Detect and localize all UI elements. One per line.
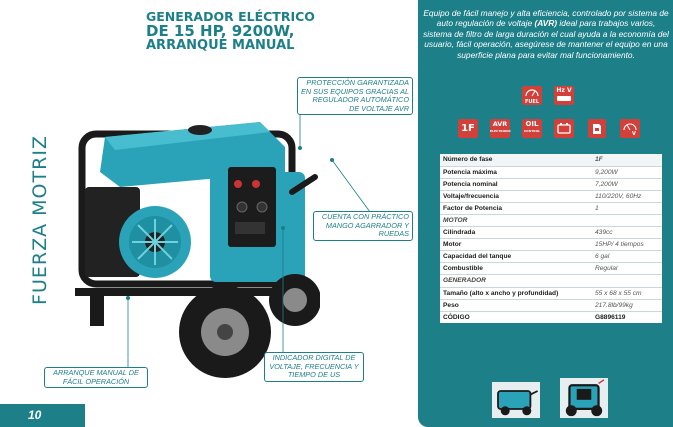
battery-icon [554,119,574,138]
spec-key: Capacidad del tanque [440,251,592,263]
oil-icon-sub: CONTROL [523,129,541,133]
spec-key: Cilindrada [440,227,592,239]
fuel-can-glyph-icon [588,119,606,138]
svg-text:V: V [632,131,636,137]
spec-row [440,275,662,287]
fuel-can-icon [588,119,606,138]
callout-display: INDICADOR DIGITAL DE VOLTAJE, FRECUENCIA Y TIEMPO DE US [264,352,364,382]
spec-value: 15HP/ 4 tiempos [592,239,662,251]
voltmeter-glyph-icon [620,119,640,138]
callout-protection: PROTECCIÓN GARANTIZADA EN SUS EQUIPOS GRACIAS AL REGULADOR AUTOMÁTICO DE VOLTAJE AVR [297,77,413,115]
fuel-icon-label: FUEL [524,99,540,105]
voltmeter-icon [620,119,640,138]
spec-row [440,154,662,166]
callout-handle: CUENTA CON PRÁCTICO MANGO AGARRADOR Y RUEDAS [313,211,413,241]
spec-row [440,287,662,299]
spec-value: Regular [592,263,662,275]
hzv-icon-label: Hz V [556,87,572,94]
vertical-brand-text: FUERZA MOTRIZ [29,135,51,305]
spec-key: MOTOR [440,214,592,226]
spec-key: Potencia nominal [440,178,592,190]
spec-value [592,214,662,226]
spec-table [440,154,662,323]
spec-key: Voltaje/frecuencia [440,190,592,202]
fuel-gauge-icon [522,86,542,105]
avr-icon [490,119,510,138]
hz-volt-meter-icon [554,86,574,105]
description-text-2: ideal para trabajos varios, sistema de filtro de larga duración el cual ayuda a la economía del usuario, fácil operación, asegúrese de mantener el equipo en una superficie plana para evitar mal funcionamiento. [423,18,669,60]
description-text-1: Equipo de fácil manejo y alta eficiencia, controlado por sistema de auto regulación de voltaje [423,8,669,29]
oil-icon-label: OIL [525,120,539,128]
spec-row [440,190,662,202]
spec-value: 55 x 68 x 55 cm [592,287,662,299]
spec-row [440,166,662,178]
spec-row [440,178,662,190]
spec-row [440,299,662,311]
spec-value: 6 gal [592,251,662,263]
battery-glyph-icon [554,119,574,138]
page-number-bar [0,404,85,427]
spec-row [440,251,662,263]
spec-value: 217.8lb/99kg [592,299,662,311]
spec-row [440,227,662,239]
spec-row [440,202,662,214]
spec-value: G8896119 [595,314,626,322]
spec-value: 7,200W [592,178,662,190]
spec-value: 1F [592,154,662,166]
spec-key: Número de fase [440,154,592,166]
title-line-2: DE 15 HP, 9200W, [146,22,295,40]
spec-key: Motor [440,239,592,251]
spec-key: Factor de Potencia [440,202,592,214]
spec-row [440,239,662,251]
thumbnail-generator-front [558,376,610,420]
gauge-glyph-icon [522,86,542,97]
spec-key: CÓDIGO [443,314,470,322]
thumbnail-generator-side [490,380,542,420]
spec-key: GENERADOR [440,275,592,287]
spec-row [440,311,662,323]
spec-row [440,214,662,226]
title-line-3: ARRANQUE MANUAL [146,38,295,53]
spec-value: 9,200W [592,166,662,178]
spec-key: Tamaño (alto x ancho y profundidad) [440,287,592,299]
spec-value: 439cc [592,227,662,239]
single-phase-icon: 1F [458,119,478,138]
spec-row [440,263,662,275]
product-description [422,8,670,60]
spec-key: Combustible [440,263,592,275]
oil-control-icon [522,119,542,138]
spec-key: Potencia máxima [440,166,592,178]
description-avr: (AVR) [534,18,558,29]
spec-value [592,275,662,287]
spec-value: 1 [592,202,662,214]
avr-icon-label: AVR [492,120,508,128]
spec-value: 110/220V, 60Hz [592,190,662,202]
page-number: 10 [28,408,42,422]
avr-icon-sub: ELECTRONIC [490,129,511,133]
callout-start: ARRANQUE MANUAL DE FÁCIL OPERACIÓN [44,367,148,388]
title-line-1: GENERADOR ELÉCTRICO [146,9,315,24]
spec-key: Peso [440,299,592,311]
